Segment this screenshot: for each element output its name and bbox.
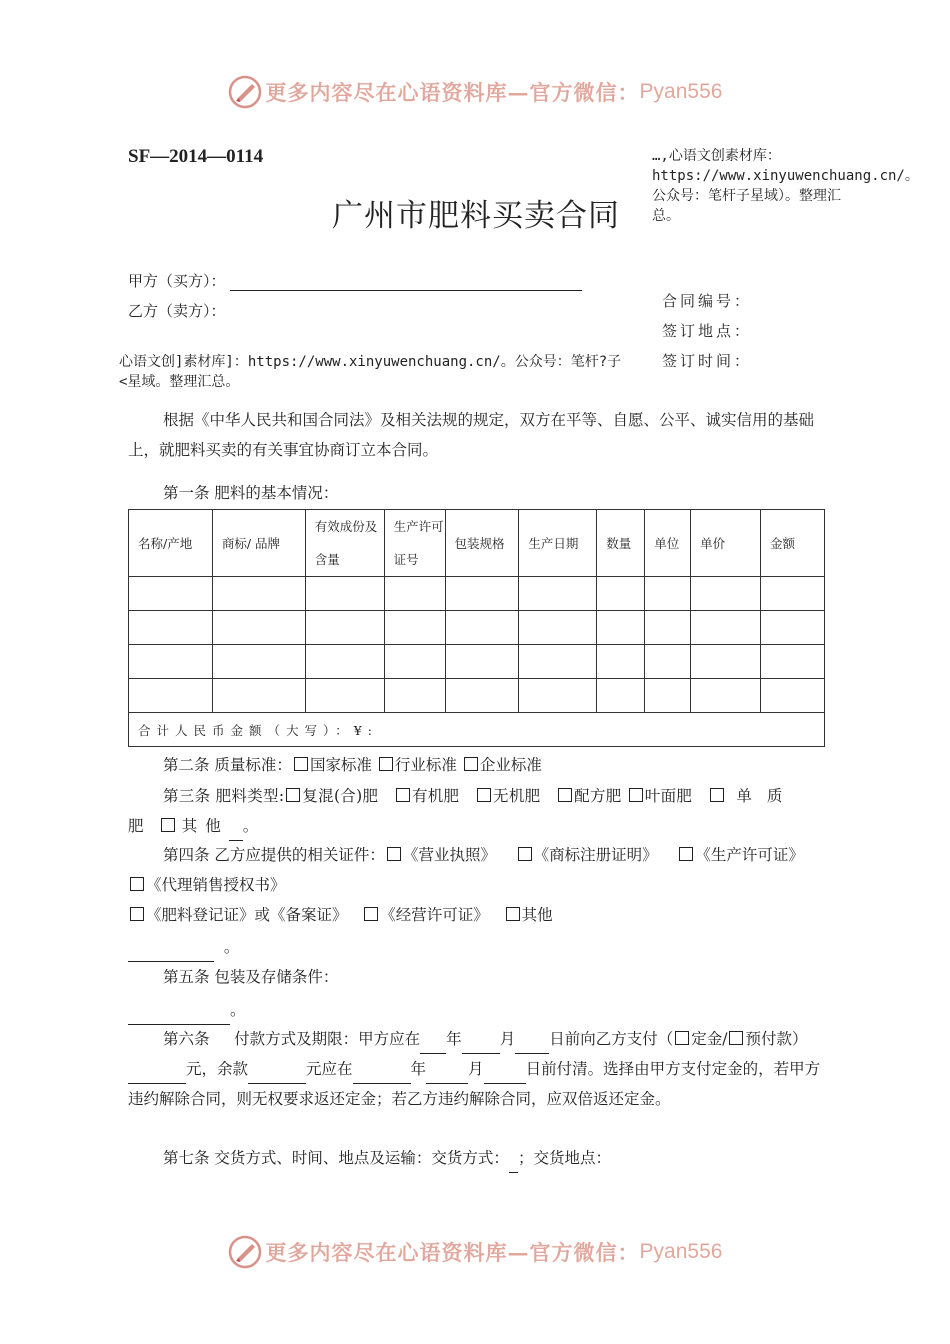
header-banner xyxy=(0,72,950,112)
balance-month-field[interactable] xyxy=(426,1082,468,1084)
table-cell[interactable] xyxy=(212,611,305,645)
preamble: 根据《中华人民共和国合同法》及相关法规的规定，双方在平等、自愿、公平、诚实信用的基础上，就肥料买卖的有关事宜协商订立本合同。 xyxy=(128,411,815,459)
article-6-text: 付款方式及期限：甲方应在 xyxy=(234,1030,421,1048)
page-title: 广州市肥料买卖合同 xyxy=(332,198,620,234)
table-header: 名称/产地 xyxy=(129,510,213,577)
side-note: …,心语文创素材库：https://www.xinyuwenchuang.cn/。公众号：笔杆子星域）。整理汇总。 xyxy=(652,148,919,224)
article-6-text: 日前向乙方支付（ xyxy=(549,1030,674,1048)
table-cell[interactable] xyxy=(212,679,305,713)
checkbox[interactable] xyxy=(364,907,378,921)
article-4-other-line xyxy=(128,932,825,962)
table-header: 单位 xyxy=(645,510,691,577)
table-cell[interactable] xyxy=(445,679,519,713)
table-header: 金额 xyxy=(761,510,825,577)
table-cell[interactable] xyxy=(129,577,213,611)
table-cell[interactable] xyxy=(597,645,645,679)
document-number: SF—2014—0114 xyxy=(128,146,264,167)
checkbox[interactable] xyxy=(161,818,175,832)
brand-logo-icon xyxy=(228,75,262,109)
table-cell[interactable] xyxy=(691,645,761,679)
brand-logo-icon xyxy=(228,1235,262,1269)
article-7-label: 第七条 交货方式、时间、地点及运输：交货方式： xyxy=(163,1149,509,1167)
table-header: 包装规格 xyxy=(445,510,519,577)
article-6-text: 日前付清。选择由甲方支付定金的，若甲方违约解除合同，则无权要求返还定金；若乙方违约解除合同，应双倍返还定金。 xyxy=(128,1060,821,1108)
contract-number-label: 合同编号： xyxy=(662,292,753,310)
signing-place-label: 签订地点： xyxy=(662,322,753,340)
checkbox[interactable] xyxy=(387,847,401,861)
period: 。 xyxy=(223,938,240,956)
table-cell[interactable] xyxy=(129,645,213,679)
amount-field[interactable] xyxy=(128,1082,186,1084)
article-4-label: 第四条 乙方应提供的相关证件： xyxy=(163,846,385,864)
article-2 xyxy=(128,750,825,780)
table-cell[interactable] xyxy=(384,645,445,679)
checkbox[interactable] xyxy=(729,1031,743,1045)
option-label: 配方肥 xyxy=(574,787,622,805)
article-7-text: ；交货地点： xyxy=(517,1149,611,1167)
option-label: 复混(合)肥 xyxy=(302,787,379,805)
table-cell[interactable] xyxy=(305,645,384,679)
delivery-method-field[interactable] xyxy=(509,1171,518,1173)
article-6-text: 元应在 xyxy=(306,1060,353,1078)
party-a-field[interactable] xyxy=(230,272,582,291)
table-cell[interactable] xyxy=(445,611,519,645)
table-cell[interactable] xyxy=(597,679,645,713)
article-3 xyxy=(128,781,825,841)
checkbox[interactable] xyxy=(464,757,478,771)
article-6-label: 第六条 xyxy=(163,1030,210,1048)
day-field[interactable] xyxy=(515,1052,549,1054)
balance-year-field[interactable] xyxy=(353,1082,411,1084)
article-7 xyxy=(128,1143,825,1173)
option-label: 叶面肥 xyxy=(644,787,693,805)
table-header: 数量 xyxy=(597,510,645,577)
checkbox[interactable] xyxy=(294,757,308,771)
checkbox[interactable] xyxy=(286,788,300,802)
checkbox[interactable] xyxy=(675,1031,689,1045)
option-label: 企业标准 xyxy=(479,756,542,774)
fertilizer-table xyxy=(128,509,825,747)
table-cell[interactable] xyxy=(212,577,305,611)
party-b-row xyxy=(128,300,226,321)
option-label: 其他 xyxy=(181,817,229,835)
table-header: 生产许可证号 xyxy=(384,510,445,577)
table-cell[interactable] xyxy=(645,645,691,679)
option-label: 《代理销售授权书》 xyxy=(146,876,286,894)
banner-text: 更多内容尽在心语资料库—官方微信： xyxy=(265,1240,640,1265)
banner-wechat: Pyan556 xyxy=(639,1240,723,1263)
checkbox[interactable] xyxy=(130,877,144,891)
checkbox[interactable] xyxy=(379,757,393,771)
option-label: 《经营许可证》 xyxy=(380,906,489,924)
article-6-text: 元，余款 xyxy=(186,1060,249,1078)
table-cell[interactable] xyxy=(691,611,761,645)
table-cell[interactable] xyxy=(384,679,445,713)
checkbox[interactable] xyxy=(477,788,491,802)
table-cell[interactable] xyxy=(761,679,825,713)
party-b-label: 乙方（卖方）： xyxy=(128,302,226,320)
table-cell[interactable] xyxy=(645,679,691,713)
checkbox[interactable] xyxy=(130,907,144,921)
option-label: 《肥料登记证》或《备案证》 xyxy=(146,906,348,924)
total-amount-label: 合计人民币金额（大写）：¥: xyxy=(129,713,825,747)
month-field[interactable] xyxy=(462,1052,500,1054)
year-label: 年 xyxy=(446,1030,462,1048)
option-label: 其他 xyxy=(521,906,553,924)
table-cell[interactable] xyxy=(519,577,597,611)
period: 。 xyxy=(242,817,259,835)
table-total-row xyxy=(129,713,825,747)
option-label: 无机肥 xyxy=(493,787,541,805)
table-cell[interactable] xyxy=(212,645,305,679)
table-cell[interactable] xyxy=(305,679,384,713)
option-label: 国家标准 xyxy=(309,756,372,774)
checkbox[interactable] xyxy=(506,907,520,921)
table-row xyxy=(129,611,825,645)
footer-banner xyxy=(0,1232,950,1272)
option-label: 定金/ xyxy=(691,1030,728,1048)
table-cell[interactable] xyxy=(445,645,519,679)
table-cell[interactable] xyxy=(129,679,213,713)
table-cell[interactable] xyxy=(384,577,445,611)
option-label: 有机肥 xyxy=(411,787,460,805)
checkbox[interactable] xyxy=(629,788,643,802)
table-cell[interactable] xyxy=(761,645,825,679)
month-label: 月 xyxy=(468,1060,484,1078)
table-header: 生产日期 xyxy=(519,510,597,577)
article-6 xyxy=(128,1024,825,1114)
checkbox[interactable] xyxy=(558,788,572,802)
table-cell[interactable] xyxy=(691,577,761,611)
watermark-text: 心语文创]素材库]：https://www.xinyuwenchuang.cn/。公众号：笔杆?子<星域。整理汇总。 xyxy=(119,354,622,390)
table-header: 有效成份及含量 xyxy=(305,510,384,577)
article-1-title: 第一条 肥料的基本情况： xyxy=(163,484,339,502)
table-cell[interactable] xyxy=(761,611,825,645)
table-cell[interactable] xyxy=(691,679,761,713)
checkbox[interactable] xyxy=(396,788,410,802)
table-cell[interactable] xyxy=(645,611,691,645)
checkbox[interactable] xyxy=(518,847,532,861)
table-cell[interactable] xyxy=(645,577,691,611)
checkbox[interactable] xyxy=(679,847,693,861)
table-cell[interactable] xyxy=(597,611,645,645)
article-4-cont xyxy=(128,900,825,930)
option-label: 《生产许可证》 xyxy=(695,846,804,864)
article-5-field-line xyxy=(128,995,825,1025)
banner-wechat: Pyan556 xyxy=(639,80,723,103)
table-cell[interactable] xyxy=(305,611,384,645)
table-cell[interactable] xyxy=(384,611,445,645)
option-label: 预付款） xyxy=(745,1030,808,1048)
article-5-title: 第五条 包装及存储条件： xyxy=(163,968,339,986)
year-label: 年 xyxy=(410,1060,427,1078)
year-field[interactable] xyxy=(420,1052,446,1054)
article-3-label: 第三条 肥料类型: xyxy=(163,787,285,805)
table-cell[interactable] xyxy=(761,577,825,611)
article-2-label: 第二条 质量标准： xyxy=(163,756,292,774)
table-row xyxy=(129,679,825,713)
option-label: 单质肥 xyxy=(128,787,798,835)
balance-field[interactable] xyxy=(248,1082,306,1084)
option-label: 行业标准 xyxy=(394,756,457,774)
table-cell[interactable] xyxy=(519,645,597,679)
table-row xyxy=(129,645,825,679)
table-cell[interactable] xyxy=(129,611,213,645)
table-header-row xyxy=(129,510,825,577)
month-label: 月 xyxy=(499,1030,516,1048)
party-a-row xyxy=(128,270,582,291)
table-header: 商标/ 品牌 xyxy=(212,510,305,577)
table-cell[interactable] xyxy=(445,577,519,611)
period: 。 xyxy=(230,1001,246,1019)
table-cell[interactable] xyxy=(519,679,597,713)
table-cell[interactable] xyxy=(305,577,384,611)
signing-time-label: 签订时间： xyxy=(662,352,753,370)
option-label: 《商标注册证明》 xyxy=(533,846,658,864)
table-row xyxy=(129,577,825,611)
banner-text: 更多内容尽在心语资料库—官方微信： xyxy=(265,80,640,105)
table-cell[interactable] xyxy=(519,611,597,645)
balance-day-field[interactable] xyxy=(484,1082,526,1084)
checkbox[interactable] xyxy=(710,788,724,802)
option-label: 《营业执照》 xyxy=(402,846,496,864)
party-a-label: 甲方（买方）： xyxy=(128,272,226,290)
table-header: 单价 xyxy=(691,510,761,577)
article-4 xyxy=(128,840,825,900)
table-cell[interactable] xyxy=(597,577,645,611)
